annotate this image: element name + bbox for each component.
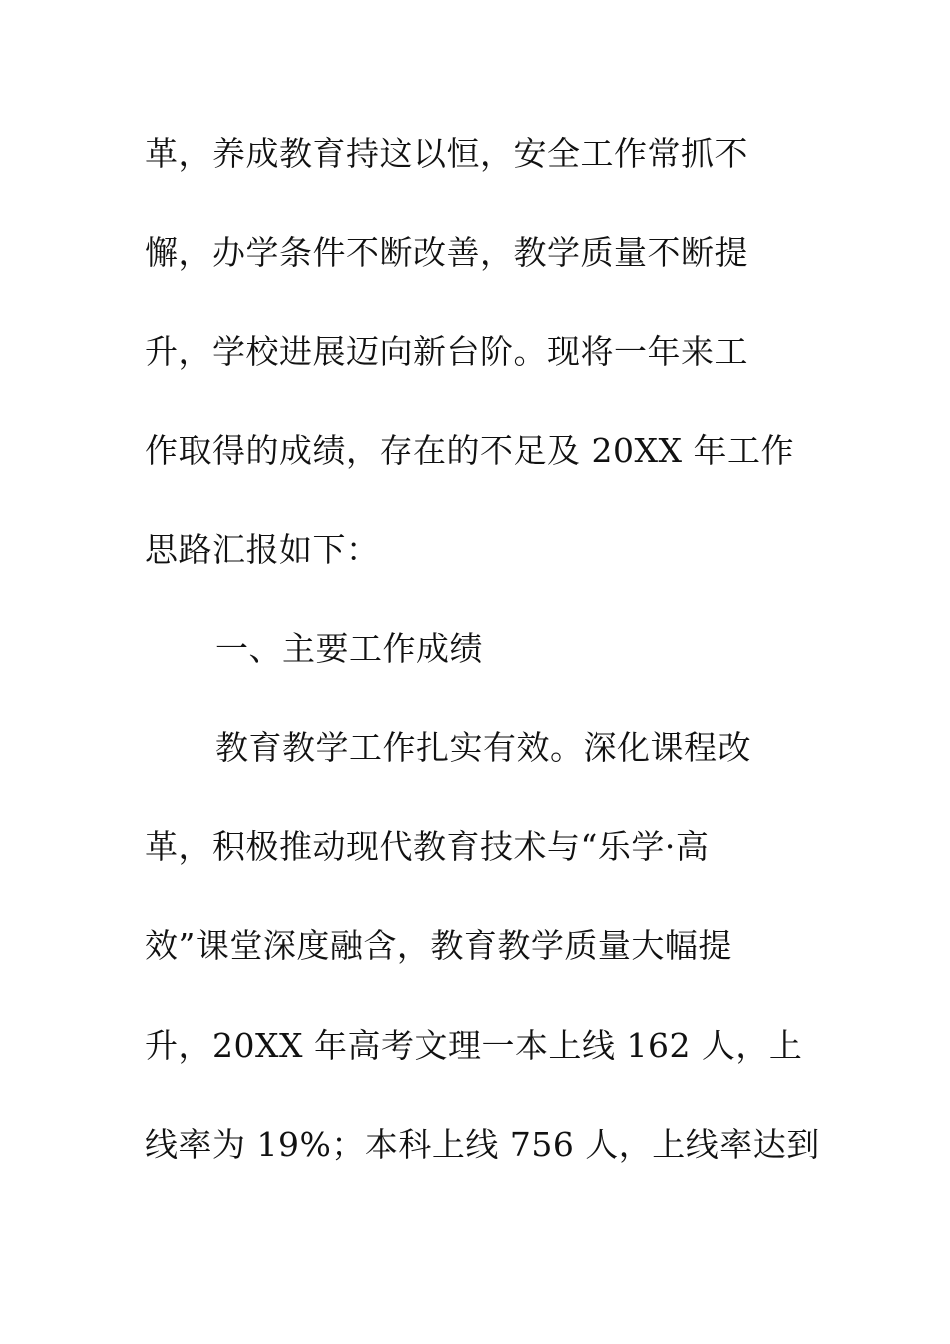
text-line: 效”课堂深度融含，教育教学质量大幅提 xyxy=(145,926,732,965)
paragraph-first-line: 教育教学工作扎实有效。深化课程改 xyxy=(215,728,751,767)
text-line: 懈，办学条件不断改善，教学质量不断提 xyxy=(145,233,748,272)
text-line: 升，学校进展迈向新台阶。现将一年来工 xyxy=(145,332,748,371)
text-line: 线率为 19%；本科上线 756 人，上线率达到 xyxy=(145,1125,820,1164)
text-line: 革，养成教育持这以恒，安全工作常抓不 xyxy=(145,134,748,173)
text-line: 革，积极推动现代教育技术与“乐学·高 xyxy=(145,827,710,866)
text-line: 作取得的成绩，存在的不足及 20XX 年工作 xyxy=(145,431,794,470)
text-line: 思路汇报如下： xyxy=(145,530,380,569)
section-heading: 一、主要工作成绩 xyxy=(215,629,483,668)
text-line: 升，20XX 年高考文理一本上线 162 人，上 xyxy=(145,1026,803,1065)
